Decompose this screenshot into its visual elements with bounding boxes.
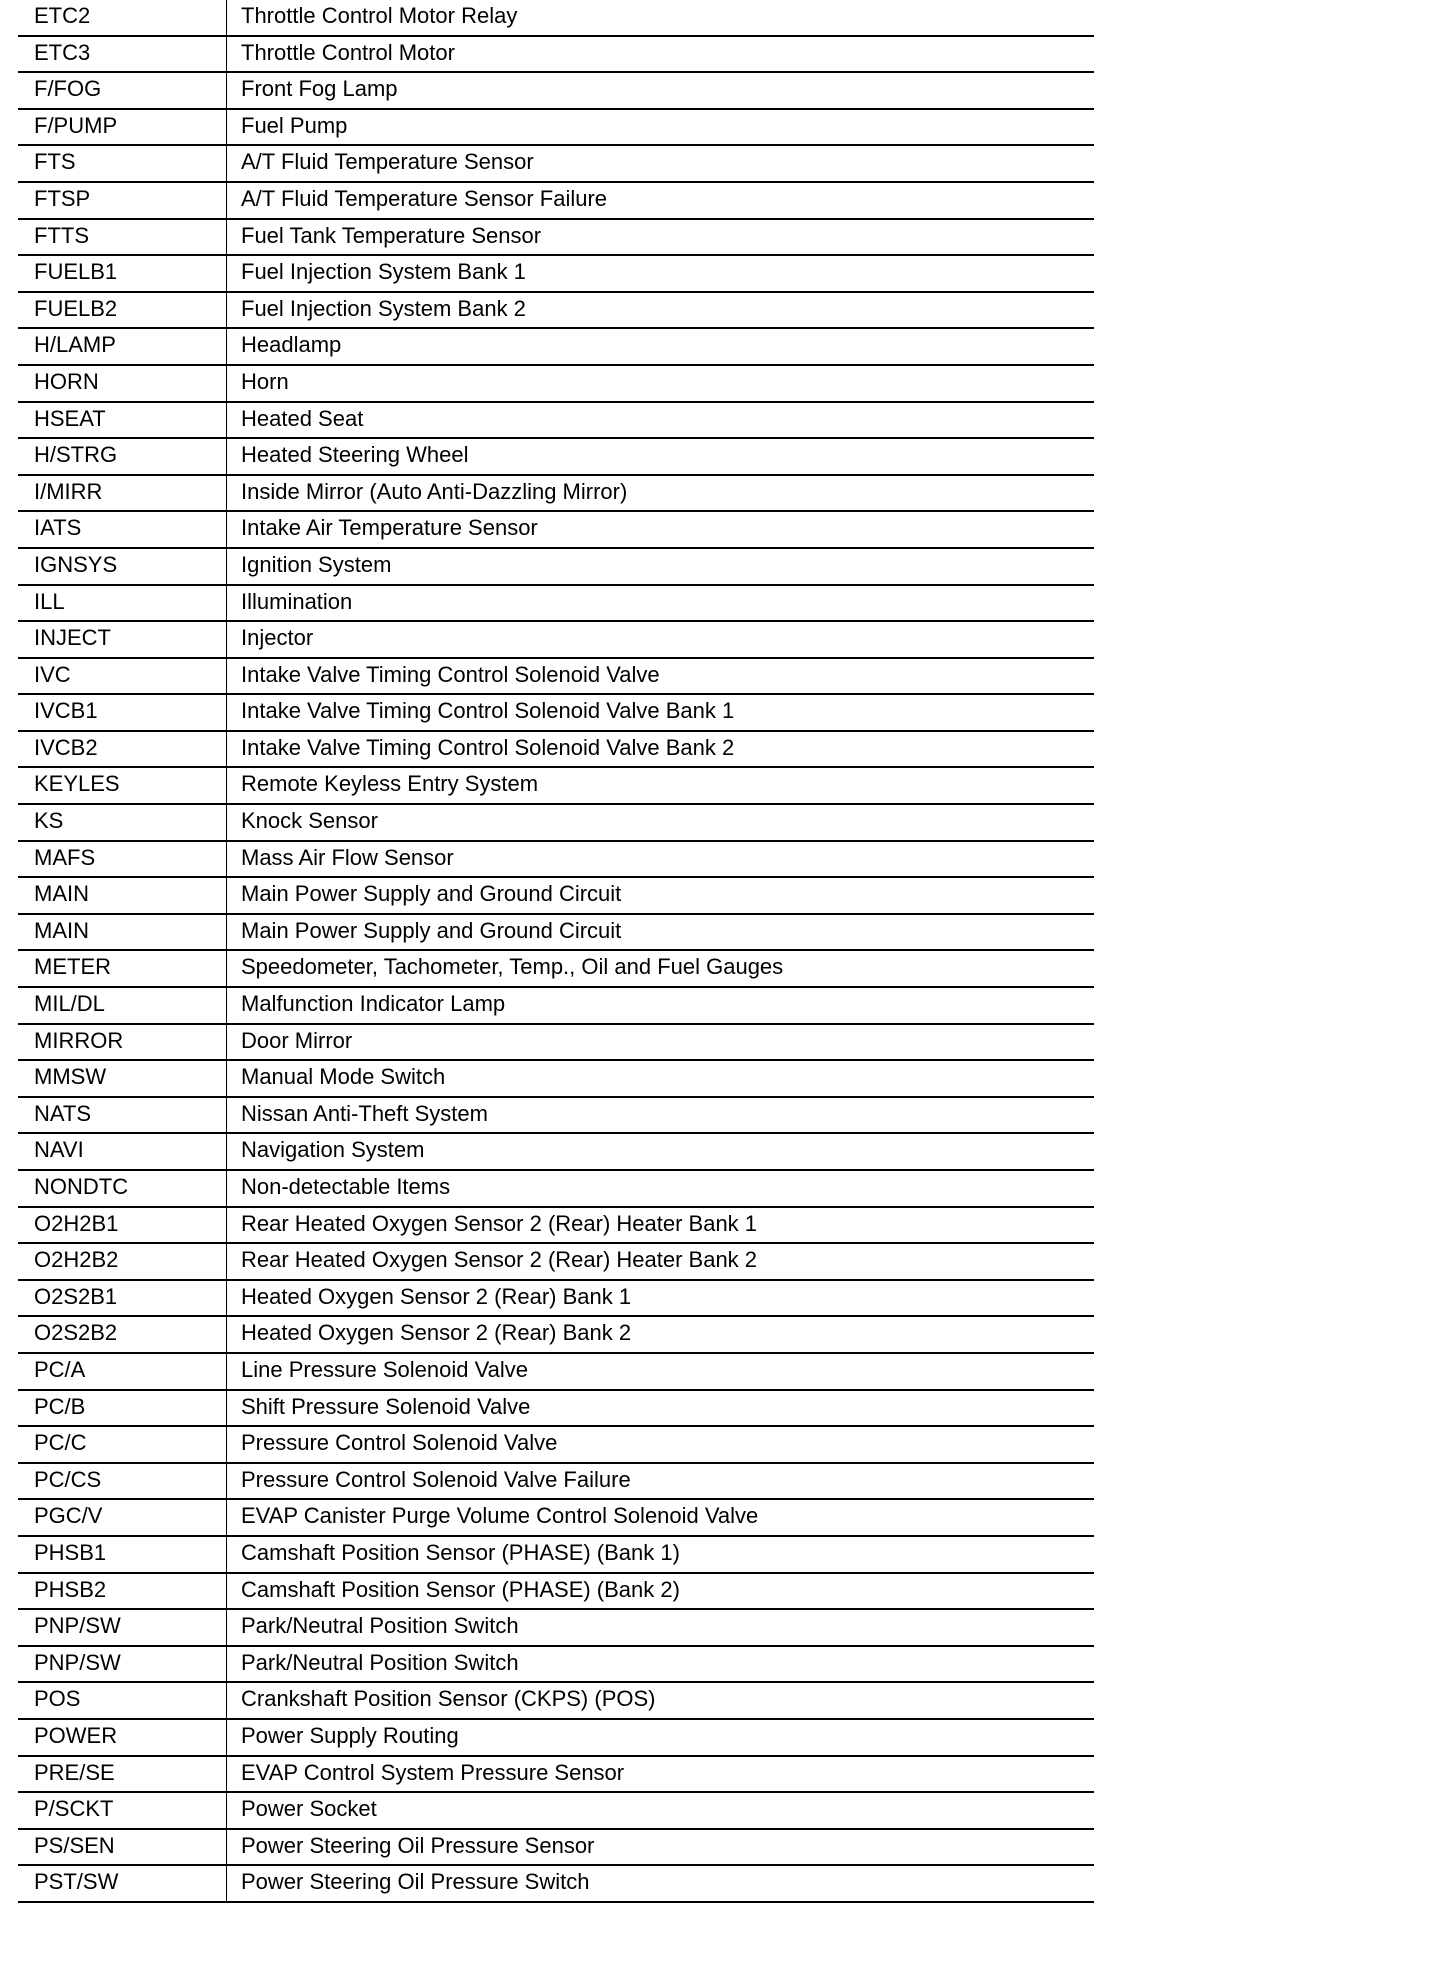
table-row [18,878,1094,915]
description-cell: Power Steering Oil Pressure Switch [241,1869,590,1895]
description-cell: Front Fog Lamp [241,76,398,102]
description-cell: Pressure Control Solenoid Valve [241,1430,558,1456]
description-cell: Intake Air Temperature Sensor [241,515,538,541]
description-cell: Horn [241,368,289,394]
abbreviation-cell: PC/B [18,1391,227,1426]
table-row [18,1208,1094,1245]
abbreviation-cell: FUELB1 [18,256,227,291]
table-row [18,1354,1094,1391]
description-cell: Power Socket [241,1796,377,1822]
table-row [18,366,1094,403]
table-row [18,1427,1094,1464]
abbreviation-cell: FTS [18,146,227,181]
abbreviation-cell: PST/SW [18,1866,227,1901]
abbreviation-cell: H/LAMP [18,329,227,364]
table-row [18,1281,1094,1318]
abbreviation-cell: MMSW [18,1061,227,1096]
table-row [18,146,1094,183]
abbreviation-cell: PHSB1 [18,1537,227,1572]
table-row [18,768,1094,805]
description-cell: Camshaft Position Sensor (PHASE) (Bank 2) [241,1576,680,1602]
abbreviation-cell: PC/C [18,1427,227,1462]
description-cell: Throttle Control Motor [241,39,455,65]
abbreviation-cell: MIRROR [18,1025,227,1060]
description-cell: Main Power Supply and Ground Circuit [241,917,622,943]
table-row [18,1574,1094,1611]
table-row [18,586,1094,623]
table-row [18,1244,1094,1281]
description-cell: Remote Keyless Entry System [241,771,539,797]
abbreviation-cell: MAIN [18,878,227,913]
table-row [18,622,1094,659]
description-cell: Illumination [241,588,353,614]
abbreviation-cell: KS [18,805,227,840]
table-row [18,1647,1094,1684]
abbreviation-cell: MIL/DL [18,988,227,1023]
table-row [18,842,1094,879]
abbreviation-cell: ETC3 [18,37,227,72]
table-row [18,73,1094,110]
abbreviation-cell: O2H2B2 [18,1244,227,1279]
abbreviation-cell: PNP/SW [18,1610,227,1645]
abbreviation-cell: F/PUMP [18,110,227,145]
table-row [18,1171,1094,1208]
abbreviation-cell: MAFS [18,842,227,877]
description-cell: Nissan Anti-Theft System [241,1100,488,1126]
description-cell: Power Steering Oil Pressure Sensor [241,1832,595,1858]
description-cell: EVAP Control System Pressure Sensor [241,1759,625,1785]
description-cell: Headlamp [241,332,342,358]
description-cell: Fuel Pump [241,112,348,138]
description-cell: A/T Fluid Temperature Sensor Failure [241,185,608,211]
abbreviation-cell: PGC/V [18,1500,227,1535]
table-row [18,1610,1094,1647]
table-row [18,1830,1094,1867]
description-cell: Throttle Control Motor Relay [241,3,518,28]
abbreviation-cell: NAVI [18,1134,227,1169]
table-row [18,256,1094,293]
description-cell: Power Supply Routing [241,1722,459,1748]
description-cell: Heated Oxygen Sensor 2 (Rear) Bank 1 [241,1283,632,1309]
description-cell: Non-detectable Items [241,1174,451,1199]
table-row [18,915,1094,952]
description-cell: Injector [241,625,314,651]
table-row [18,293,1094,330]
abbreviation-cell: FUELB2 [18,293,227,328]
abbreviation-cell: PRE/SE [18,1757,227,1792]
table-row [18,0,1094,37]
description-cell: Line Pressure Solenoid Valve [241,1356,528,1382]
description-cell: Heated Steering Wheel [241,442,469,468]
abbreviation-cell: NATS [18,1098,227,1133]
description-cell: Park/Neutral Position Switch [241,1613,519,1639]
table-row [18,220,1094,257]
table-row [18,476,1094,513]
description-cell: A/T Fluid Temperature Sensor [241,149,534,175]
table-row [18,695,1094,732]
description-cell: Speedometer, Tachometer, Temp., Oil and Fuel Gauges [241,954,784,980]
table-row [18,1793,1094,1830]
abbreviation-cell: POS [18,1683,227,1718]
abbreviation-cell: O2S2B2 [18,1317,227,1352]
abbreviation-cell: INJECT [18,622,227,657]
table-row [18,1061,1094,1098]
description-cell: Manual Mode Switch [241,1064,446,1090]
table-row [18,805,1094,842]
abbreviation-cell: O2H2B1 [18,1208,227,1243]
table-row [18,988,1094,1025]
table-row [18,951,1094,988]
abbreviation-cell: POWER [18,1720,227,1755]
table-row [18,37,1094,74]
table-row [18,1757,1094,1794]
description-cell: Fuel Injection System Bank 2 [241,295,526,321]
abbreviation-cell: PNP/SW [18,1647,227,1682]
table-row [18,659,1094,696]
abbreviation-cell: IVCB2 [18,732,227,767]
description-cell: Shift Pressure Solenoid Valve [241,1393,531,1419]
table-row [18,1464,1094,1501]
table-row [18,732,1094,769]
abbreviation-cell: NONDTC [18,1171,227,1206]
description-cell: Navigation System [241,1137,425,1163]
table-row [18,1537,1094,1574]
table-row [18,110,1094,147]
table-row [18,1317,1094,1354]
table-row [18,403,1094,440]
description-cell: Fuel Injection System Bank 1 [241,259,526,285]
abbreviation-table [18,0,1094,1903]
description-cell: Main Power Supply and Ground Circuit [241,881,622,907]
abbreviation-cell: IVC [18,659,227,694]
description-cell: Intake Valve Timing Control Solenoid Valve Bank 1 [241,698,735,724]
abbreviation-cell: PC/A [18,1354,227,1389]
abbreviation-cell: METER [18,951,227,986]
description-cell: Crankshaft Position Sensor (CKPS) (POS) [241,1686,656,1712]
table-row [18,1866,1094,1903]
description-cell: Rear Heated Oxygen Sensor 2 (Rear) Heater Bank 2 [241,1247,758,1273]
table-row [18,1134,1094,1171]
abbreviation-cell: KEYLES [18,768,227,803]
table-row [18,549,1094,586]
abbreviation-cell: ILL [18,586,227,621]
description-cell: EVAP Canister Purge Volume Control Solenoid Valve [241,1503,759,1529]
abbreviation-cell: PHSB2 [18,1574,227,1609]
description-cell: Rear Heated Oxygen Sensor 2 (Rear) Heater Bank 1 [241,1210,758,1236]
table-row [18,512,1094,549]
abbreviation-cell: IVCB1 [18,695,227,730]
abbreviation-cell: PS/SEN [18,1830,227,1865]
abbreviation-cell: ETC2 [18,0,227,35]
description-cell: Pressure Control Solenoid Valve Failure [241,1466,631,1492]
table-row [18,439,1094,476]
description-cell: Door Mirror [241,1027,353,1053]
table-row [18,183,1094,220]
abbreviation-cell: IGNSYS [18,549,227,584]
table-row [18,1500,1094,1537]
abbreviation-cell: PC/CS [18,1464,227,1499]
description-cell: Camshaft Position Sensor (PHASE) (Bank 1) [241,1539,680,1565]
abbreviation-cell: P/SCKT [18,1793,227,1828]
description-cell: Mass Air Flow Sensor [241,844,454,870]
description-cell: Park/Neutral Position Switch [241,1649,519,1675]
table-row [18,1683,1094,1720]
description-cell: Heated Seat [241,405,364,431]
abbreviation-cell: HSEAT [18,403,227,438]
description-cell: Intake Valve Timing Control Solenoid Valve Bank 2 [241,734,735,760]
description-cell: Intake Valve Timing Control Solenoid Valve [241,661,660,687]
description-cell: Heated Oxygen Sensor 2 (Rear) Bank 2 [241,1320,632,1346]
abbreviation-cell: F/FOG [18,73,227,108]
description-cell: Ignition System [241,551,392,577]
abbreviation-cell: FTTS [18,220,227,255]
table-row [18,1098,1094,1135]
table-row [18,1025,1094,1062]
description-cell: Inside Mirror (Auto Anti-Dazzling Mirror) [241,478,628,504]
description-cell: Knock Sensor [241,808,378,834]
abbreviation-cell: O2S2B1 [18,1281,227,1316]
abbreviation-cell: H/STRG [18,439,227,474]
table-row [18,1720,1094,1757]
abbreviation-cell: IATS [18,512,227,547]
table-row [18,1391,1094,1428]
description-cell: Malfunction Indicator Lamp [241,991,506,1017]
abbreviation-cell: MAIN [18,915,227,950]
abbreviation-cell: I/MIRR [18,476,227,511]
abbreviation-cell: HORN [18,366,227,401]
description-cell: Fuel Tank Temperature Sensor [241,222,542,248]
table-row [18,329,1094,366]
abbreviation-cell: FTSP [18,183,227,218]
